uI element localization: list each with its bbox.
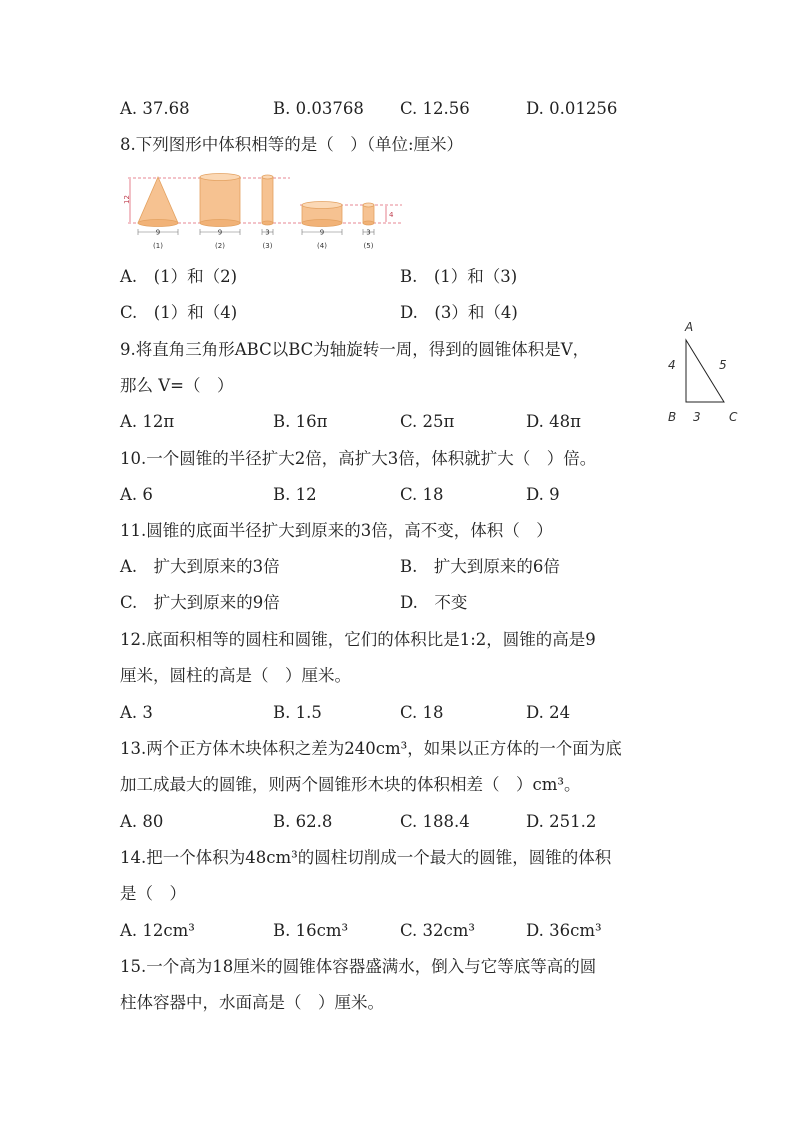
caption-3: (3): [262, 242, 273, 250]
q9-option-a: A. 12π: [120, 412, 175, 431]
q12-option-a: A. 3: [120, 703, 153, 722]
q9-stem-line1: 9.将直角三角形ABC以BC为轴旋转一周，得到的圆锥体积是V，: [120, 340, 590, 359]
q13-option-c: C. 188.4: [400, 812, 470, 831]
dim-label-3: 3: [265, 228, 270, 237]
triangle-vertex-a: A: [685, 320, 694, 334]
q12-stem-line1: 12.底面积相等的圆柱和圆锥，它们的体积比是1:2，圆锥的高是9: [120, 630, 596, 649]
triangle-vertex-b: B: [668, 410, 677, 424]
q11-option-b: B. 扩大到原来的6倍: [400, 557, 560, 576]
q8-option-b: B. (1）和（3): [400, 267, 518, 286]
q13-stem-line1: 13.两个正方体木块体积之差为240cm³，如果以正方体的一个面为底: [120, 739, 622, 758]
q14-stem-line1: 14.把一个体积为48cm³的圆柱切削成一个最大的圆锥，圆锥的体积: [120, 848, 612, 867]
q11-option-a: A. 扩大到原来的3倍: [120, 557, 280, 576]
triangle-side-bc: 3: [693, 410, 701, 424]
caption-5: (5): [363, 242, 374, 250]
q11-option-d: D. 不变: [400, 593, 468, 612]
q14-stem-line2: 是（ ）: [120, 884, 186, 903]
q9-option-b: B. 16π: [273, 412, 328, 431]
dim-label-4: 9: [319, 228, 325, 237]
q13-option-d: D. 251.2: [526, 812, 597, 831]
q12-option-d: D. 24: [526, 703, 571, 722]
q9-option-c: C. 25π: [400, 412, 455, 431]
q9-option-d: D. 48π: [526, 412, 581, 431]
q14-option-c: C. 32cm³: [400, 921, 476, 940]
q7-option-d: D. 0.01256: [526, 99, 618, 118]
q12-option-b: B. 1.5: [273, 703, 322, 722]
q8-option-d: D. (3）和（4): [400, 303, 518, 322]
q10-option-b: B. 12: [273, 485, 317, 504]
q10-option-c: C. 18: [400, 485, 444, 504]
q14-option-b: B. 16cm³: [273, 921, 349, 940]
q10-stem: 10.一个圆锥的半径扩大2倍，高扩大3倍，体积就扩大（ ）倍。: [120, 449, 597, 468]
q12-stem-line2: 厘米，圆柱的高是（ ）厘米。: [120, 666, 351, 685]
q11-option-c: C. 扩大到原来的9倍: [120, 593, 280, 612]
dim-label-1: 9: [155, 228, 161, 237]
triangle-vertex-c: C: [729, 410, 738, 424]
cylinder-3: [262, 175, 273, 225]
q13-option-b: B. 62.8: [273, 812, 333, 831]
height-label-4: 4: [389, 211, 394, 219]
q11-stem: 11.圆锥的底面半径扩大到原来的3倍，高不变，体积（ ）: [120, 521, 553, 540]
q8-stem: 8.下列图形中体积相等的是（ ）（单位:厘米）: [120, 135, 464, 154]
caption-2: (2): [215, 242, 225, 250]
q10-option-d: D. 9: [526, 485, 560, 504]
cylinder-2: [200, 174, 240, 227]
q15-stem-line2: 柱体容器中，水面高是（ ）厘米。: [120, 993, 384, 1012]
q10-option-a: A. 6: [120, 485, 153, 504]
q7-option-b: B. 0.03768: [273, 99, 364, 118]
triangle-side-ab: 4: [668, 358, 676, 372]
caption-4: (4): [317, 242, 327, 250]
cylinder-4: [302, 202, 342, 227]
height-label-12: 12: [123, 195, 131, 204]
q14-option-d: D. 36cm³: [526, 921, 602, 940]
q7-option-c: C. 12.56: [400, 99, 470, 118]
q8-option-a: A. (1）和（2): [120, 267, 238, 286]
dim-label-5: 3: [366, 228, 371, 237]
q12-option-c: C. 18: [400, 703, 444, 722]
q8-option-c: C. (1）和（4): [120, 303, 238, 322]
q15-stem-line1: 15.一个高为18厘米的圆锥体容器盛满水，倒入与它等底等高的圆: [120, 957, 597, 976]
cylinder-5: [363, 203, 374, 225]
triangle-side-ac: 5: [719, 358, 727, 372]
q14-option-a: A. 12cm³: [120, 921, 195, 940]
q13-stem-line2: 加工成最大的圆锥，则两个圆锥形木块的体积相差（ ）cm³。: [120, 775, 581, 794]
q8-solids-figure: [120, 168, 405, 254]
q13-option-a: A. 80: [120, 812, 164, 831]
q9-stem-line2: 那么 V=（ ）: [120, 376, 234, 395]
caption-1: (1): [153, 242, 163, 250]
cone-1: [138, 177, 178, 227]
q7-option-a: A. 37.68: [120, 99, 190, 118]
dim-label-2: 9: [217, 228, 223, 237]
